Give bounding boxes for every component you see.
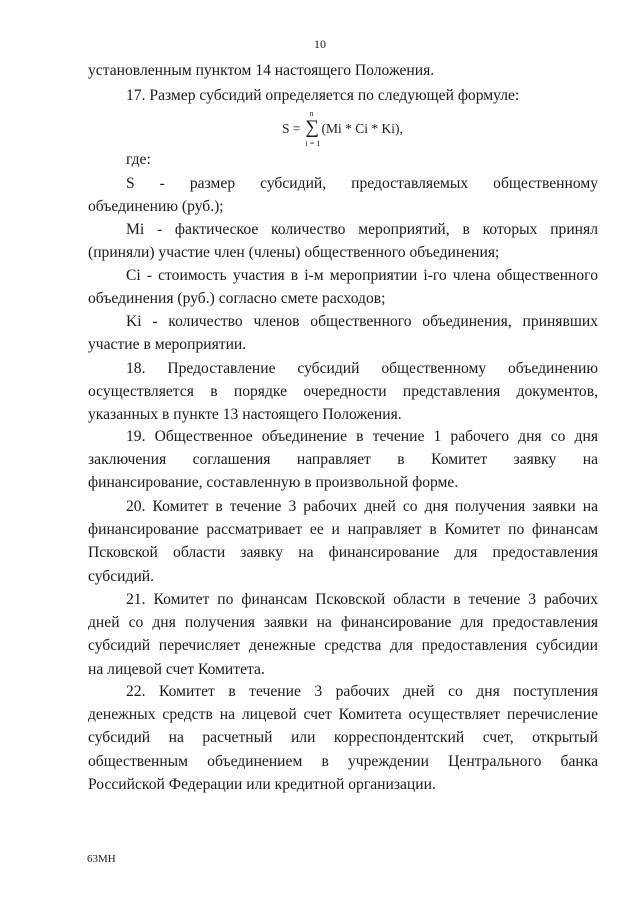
text-line: денежных средств на лицевой счет Комитета осуществляет перечисление <box>88 706 598 724</box>
paragraph-17 <box>88 84 598 107</box>
text-line: 19. Общественное объединение в течение 1 рабочего дня со дня <box>126 428 598 445</box>
paragraph-22 <box>88 680 598 796</box>
text-line: 22. Комитет в течение 3 рабочих дней со дня поступления <box>126 683 598 700</box>
text-line: субсидий. <box>88 567 155 585</box>
text-line: финансирование рассматривает ее и направляет в Комитет по финансам <box>88 521 598 539</box>
text-line: 21. Комитет по финансам Псковской области в течение 3 рабочих <box>126 591 598 608</box>
text-line: на лицевой счет Комитета. <box>88 660 265 678</box>
paragraph-18 <box>88 357 598 427</box>
text-line: S - размер субсидий, предоставляемых общественному <box>126 175 598 192</box>
text-line: Mi - фактическое количество мероприятий, в которых принял <box>126 221 598 238</box>
formula-body: (Mi * Ci * Ki), <box>321 121 403 136</box>
text-line: где: <box>126 151 151 168</box>
subsidy-formula <box>282 109 403 148</box>
document-code: 63МН <box>87 853 116 865</box>
sigma-symbol <box>305 109 321 148</box>
text-line: объединения (руб.) согласно смете расходов; <box>88 290 386 308</box>
text-line: субсидий на расчетный или корреспондентский счет, открытый <box>88 729 598 747</box>
text-line: 18. Предоставление субсидий общественному объединению <box>126 360 598 377</box>
text-line: субсидий перечисляет денежные средства для предоставления субсидии <box>88 637 598 655</box>
paragraph-21 <box>88 588 598 681</box>
text-line: финансирование, составленную в произвольной форме. <box>88 474 459 492</box>
text-line: установленным пунктом 14 настоящего Положения. <box>88 62 435 79</box>
text-line: Псковской области заявку на финансирование для предоставления <box>88 544 598 562</box>
definition-ki <box>88 310 598 356</box>
sigma-lower-limit: i = 1 <box>305 139 321 148</box>
text-line: Ki - количество членов общественного объединения, принявших <box>126 313 598 330</box>
text-line: общественным объединением в учреждении Центрального банка <box>88 752 598 770</box>
page-number: 10 <box>314 37 326 51</box>
text-line: осуществляется в порядке очередности представления документов, <box>88 383 598 401</box>
paragraph-19 <box>88 425 598 495</box>
text-line: объединению (руб.); <box>88 198 224 216</box>
sigma-upper-limit: n <box>309 109 314 118</box>
text-line: 20. Комитет в течение 3 рабочих дней со дня получения заявки на <box>126 498 598 515</box>
text-line: заключения соглашения направляет в Комитет заявку на <box>88 451 598 469</box>
text-line: дней со дня получения заявки на финансирование для предоставления <box>88 614 598 632</box>
text-line: участие в мероприятии. <box>88 336 247 354</box>
text-line: (приняли) участие член (члены) общественного объединения; <box>88 244 500 262</box>
definition-ci <box>88 264 598 310</box>
paragraph-20 <box>88 495 598 588</box>
text-line: Ci - стоимость участия в i-м мероприятии i-го члена общественного <box>126 267 598 284</box>
sigma-sign: ∑ <box>305 117 320 138</box>
definition-s <box>88 172 598 218</box>
text-line: 17. Размер субсидий определяется по следующей формуле: <box>126 87 520 104</box>
text-line: указанных в пункте 13 настоящего Положения. <box>88 406 402 424</box>
text-line: Российской Федерации или кредитной организации. <box>88 775 436 793</box>
where-label <box>88 148 598 171</box>
formula-lhs: S = <box>282 121 301 136</box>
paragraph-continuation <box>88 59 598 82</box>
definition-mi <box>88 218 598 264</box>
